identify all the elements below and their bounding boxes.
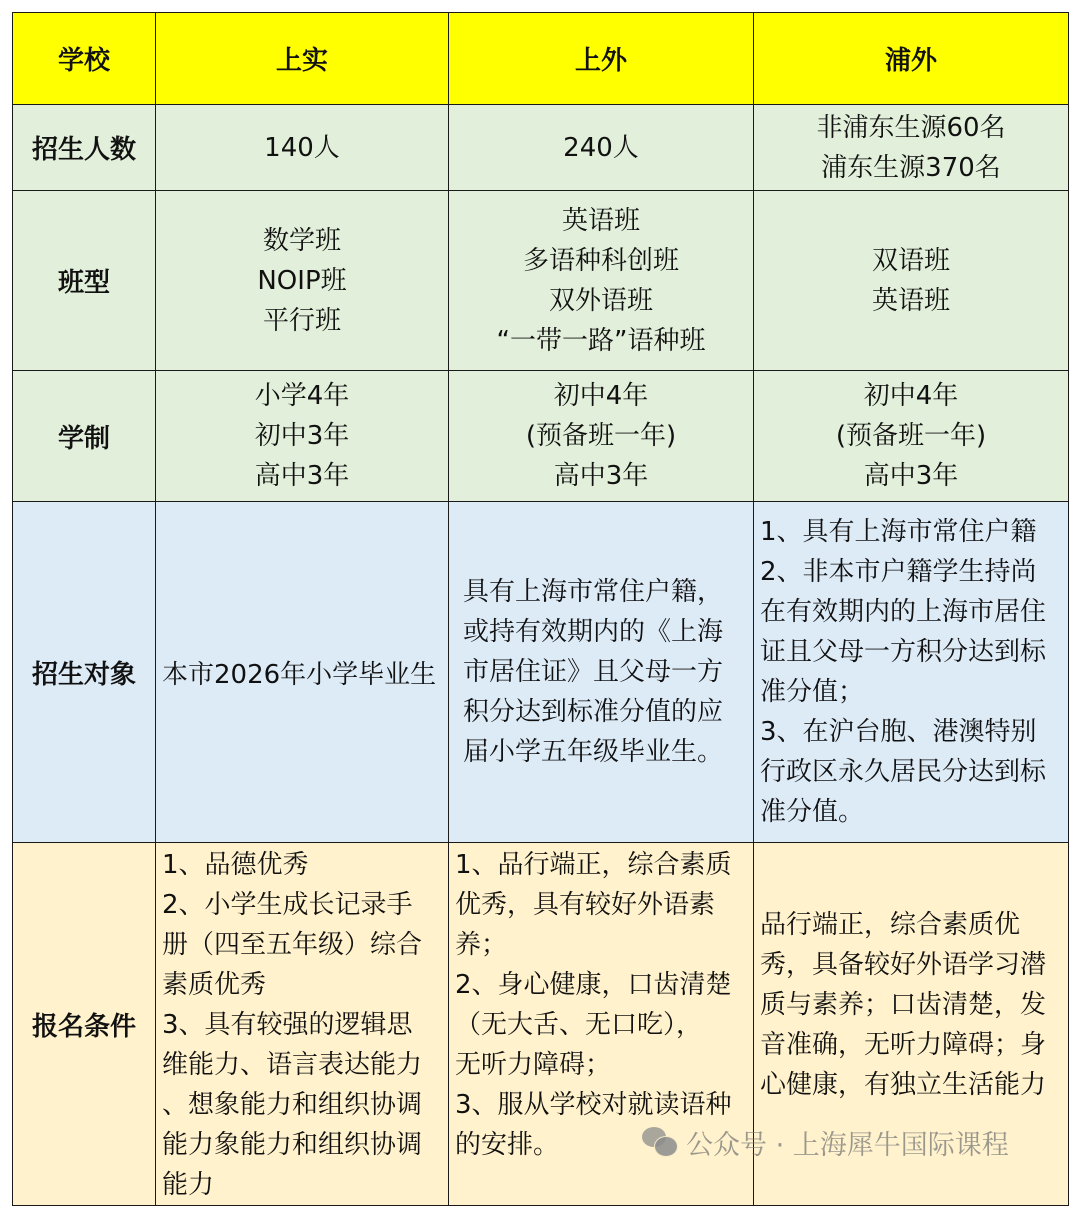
cell-line: 1、具有上海市常住户籍 xyxy=(760,517,1037,547)
cell-line: 非浦东生源60名 xyxy=(816,112,1006,143)
cell-line: 能力象能力和组织协调 xyxy=(162,1130,423,1160)
cell-line: 优秀，具有较好外语素 xyxy=(455,890,716,920)
cell-line: 品行端正，综合素质优 xyxy=(760,910,1021,940)
cell-line: (预备班一年) xyxy=(835,421,987,451)
cell-line: 高中3年 xyxy=(553,461,649,491)
conditions-puwai xyxy=(754,843,1069,1206)
header-shangshi: 上实 xyxy=(156,13,449,105)
cell-line: 240人 xyxy=(563,132,639,163)
cell-line: 质与素养；口齿清楚，发 xyxy=(760,990,1047,1020)
cell-line: 2、身心健康，口齿清楚 xyxy=(455,970,732,1000)
cell-line: 音准确，无听力障碍；身 xyxy=(760,1030,1047,1060)
cell-line: “一带一路”语种班 xyxy=(496,325,706,356)
cell-line: 2、非本市户籍学生持尚 xyxy=(760,557,1037,587)
cell-line: NOIP班 xyxy=(257,265,347,296)
enrollment-shangshi xyxy=(156,105,449,191)
cell-line: 能力 xyxy=(162,1170,215,1200)
cell-line: 准分值； xyxy=(760,677,865,707)
cell-line: 、想象能力和组织协调 xyxy=(162,1090,423,1120)
enrollment-shangwai xyxy=(449,105,754,191)
class-type-puwai xyxy=(754,191,1069,371)
cell-line: (预备班一年) xyxy=(525,421,677,451)
school-system-puwai xyxy=(754,371,1069,502)
school-system-shangwai xyxy=(449,371,754,502)
cell-line: 3、具有较强的逻辑思 xyxy=(162,1010,413,1040)
cell-line: 3、在沪台胞、港澳特别 xyxy=(760,717,1037,747)
cell-line: 浦东生源370名 xyxy=(821,152,1001,183)
cell-line: 秀，具备较好外语学习潜 xyxy=(760,950,1047,980)
school-system-row xyxy=(13,371,1069,502)
cell-line: 1、品行端正，综合素质 xyxy=(455,850,732,880)
row-label-class-type: 班型 xyxy=(13,191,156,371)
cell-line: 高中3年 xyxy=(863,461,959,491)
enrollment-row xyxy=(13,105,1069,191)
cell-line: 积分达到标准分值的应 xyxy=(463,697,724,727)
cell-line: 数学班 xyxy=(262,225,341,256)
cell-line: 小学4年 xyxy=(254,381,350,411)
cell-line: 届小学五年级毕业生。 xyxy=(463,737,724,767)
class-type-shangwai xyxy=(449,191,754,371)
row-label-enrollment: 招生人数 xyxy=(13,105,156,191)
cell-line: （无大舌、无口吃）， xyxy=(455,1010,703,1040)
header-puwai: 浦外 xyxy=(754,13,1069,105)
row-label-school-system: 学制 xyxy=(13,371,156,502)
cell-line: 无听力障碍； xyxy=(455,1050,612,1080)
cell-line: 1、品德优秀 xyxy=(162,850,309,880)
cell-line: 多语种科创班 xyxy=(522,245,679,276)
cell-line: 初中4年 xyxy=(863,381,959,411)
cell-line: 行政区永久居民分达到标 xyxy=(760,757,1047,787)
cell-line: 证且父母一方积分达到标 xyxy=(760,637,1047,667)
class-type-row xyxy=(13,191,1069,371)
comparison-table-container xyxy=(12,12,1068,1200)
target-shangwai xyxy=(449,502,754,843)
cell-line: 具有上海市常住户籍， xyxy=(463,577,724,607)
cell-line: 素质优秀 xyxy=(162,970,267,1000)
cell-line: 或持有效期内的《上海 xyxy=(463,617,724,647)
target-shangshi: 本市2026年小学毕业生 xyxy=(156,502,449,843)
cell-line: 心健康，有独立生活能力 xyxy=(760,1070,1047,1100)
cell-line: 市居住证》且父母一方 xyxy=(463,657,724,687)
header-row xyxy=(13,13,1069,105)
conditions-shangshi xyxy=(156,843,449,1206)
cell-line: 英语班 xyxy=(871,285,950,316)
cell-line: 册（四至五年级）综合 xyxy=(162,930,423,960)
target-puwai xyxy=(754,502,1069,843)
cell-line: 高中3年 xyxy=(254,461,350,491)
row-label-target: 招生对象 xyxy=(13,502,156,843)
header-school-label: 学校 xyxy=(13,13,156,105)
school-comparison-table xyxy=(12,12,1069,1206)
cell-line: 初中3年 xyxy=(254,421,350,451)
cell-line: 双语班 xyxy=(871,245,950,276)
cell-line: 3、服从学校对就读语种 xyxy=(455,1090,732,1120)
enrollment-target-row xyxy=(13,502,1069,843)
cell-line: 准分值。 xyxy=(760,797,865,827)
cell-line: 140人 xyxy=(264,132,340,163)
row-label-conditions: 报名条件 xyxy=(13,843,156,1206)
application-conditions-row xyxy=(13,843,1069,1206)
cell-line: 的安排。 xyxy=(455,1130,560,1160)
cell-line: 英语班 xyxy=(561,205,640,236)
watermark-text: 公众号 · 上海犀牛国际课程 xyxy=(686,1129,1009,1161)
cell-line: 在有效期内的上海市居住 xyxy=(760,597,1047,627)
class-type-shangshi xyxy=(156,191,449,371)
cell-line: 双外语班 xyxy=(548,285,653,316)
header-shangwai: 上外 xyxy=(449,13,754,105)
conditions-shangwai xyxy=(449,843,754,1206)
school-system-shangshi xyxy=(156,371,449,502)
cell-line: 维能力、语言表达能力 xyxy=(162,1050,423,1080)
cell-line: 2、小学生成长记录手 xyxy=(162,890,413,920)
cell-line: 平行班 xyxy=(262,305,341,336)
enrollment-puwai xyxy=(754,105,1069,191)
cell-line: 养； xyxy=(455,930,508,960)
cell-line: 初中4年 xyxy=(553,381,649,411)
